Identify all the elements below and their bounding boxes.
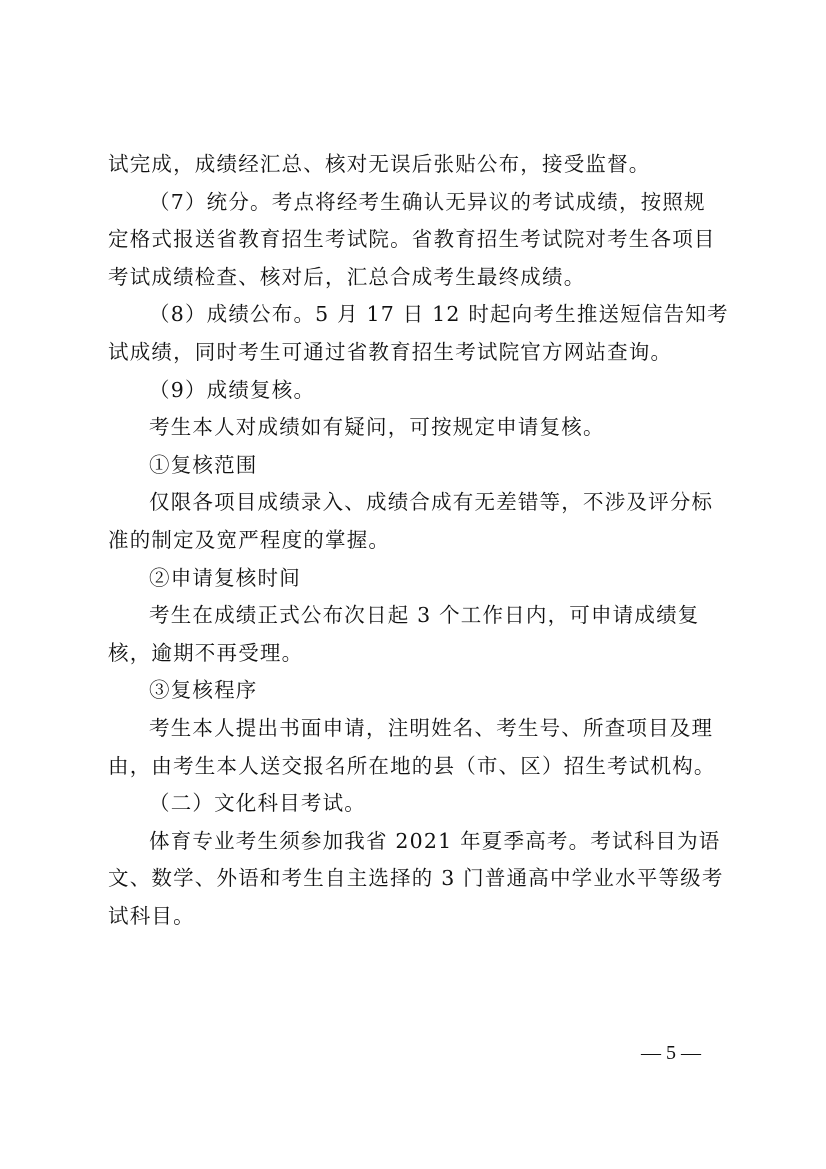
paragraph-line: 定格式报送省教育招生考试院。省教育招生考试院对考生各项目 — [108, 227, 716, 252]
paragraph-line: 核，逾期不再受理。 — [108, 640, 304, 665]
paragraph-line: 考试成绩检查、核对后，汇总合成考生最终成绩。 — [108, 264, 586, 289]
paragraph-line: 试科目。 — [108, 903, 195, 928]
paragraph-line: （8）成绩公布。5 月 17 日 12 时起向考生推送短信告知考 — [149, 302, 729, 327]
document-body — [108, 146, 729, 935]
paragraph-line: 试完成，成绩经汇总、核对无误后张贴公布，接受监督。 — [108, 152, 651, 176]
subsection-heading: ①复核范围 — [149, 452, 258, 477]
paragraph-line: 考生本人提出书面申请，注明姓名、考生号、所查项目及理 — [149, 715, 714, 740]
paragraph-line: 仅限各项目成绩录入、成绩合成有无差错等，不涉及评分标 — [149, 490, 714, 515]
subsection-heading: ③复核程序 — [149, 678, 258, 703]
paragraph-line: 试成绩，同时考生可通过省教育招生考试院官方网站查询。 — [108, 339, 673, 364]
paragraph-line: 体育专业考生须参加我省 2021 年夏季高考。考试科目为语 — [149, 828, 721, 853]
paragraph-line: 文、数学、外语和考生自主选择的 3 门普通高中学业水平等级考 — [108, 866, 724, 891]
paragraph-line: 考生本人对成绩如有疑问，可按规定申请复核。 — [149, 415, 605, 440]
page-number: — 5 — — [641, 1042, 701, 1064]
paragraph-line: 由，由考生本人送交报名所在地的县（市、区）招生考试机构。 — [108, 753, 716, 778]
paragraph-line: 准的制定及宽严程度的掌握。 — [108, 527, 391, 552]
section-heading: （二）文化科目考试。 — [149, 791, 366, 816]
subsection-heading: ②申请复核时间 — [149, 565, 301, 590]
section-heading: （9）成绩复核。 — [149, 377, 316, 402]
paragraph-line: （7）统分。考点将经考生确认无异议的考试成绩，按照规 — [149, 189, 706, 214]
paragraph-line: 考生在成绩正式公布次日起 3 个工作日内，可申请成绩复 — [149, 603, 700, 628]
